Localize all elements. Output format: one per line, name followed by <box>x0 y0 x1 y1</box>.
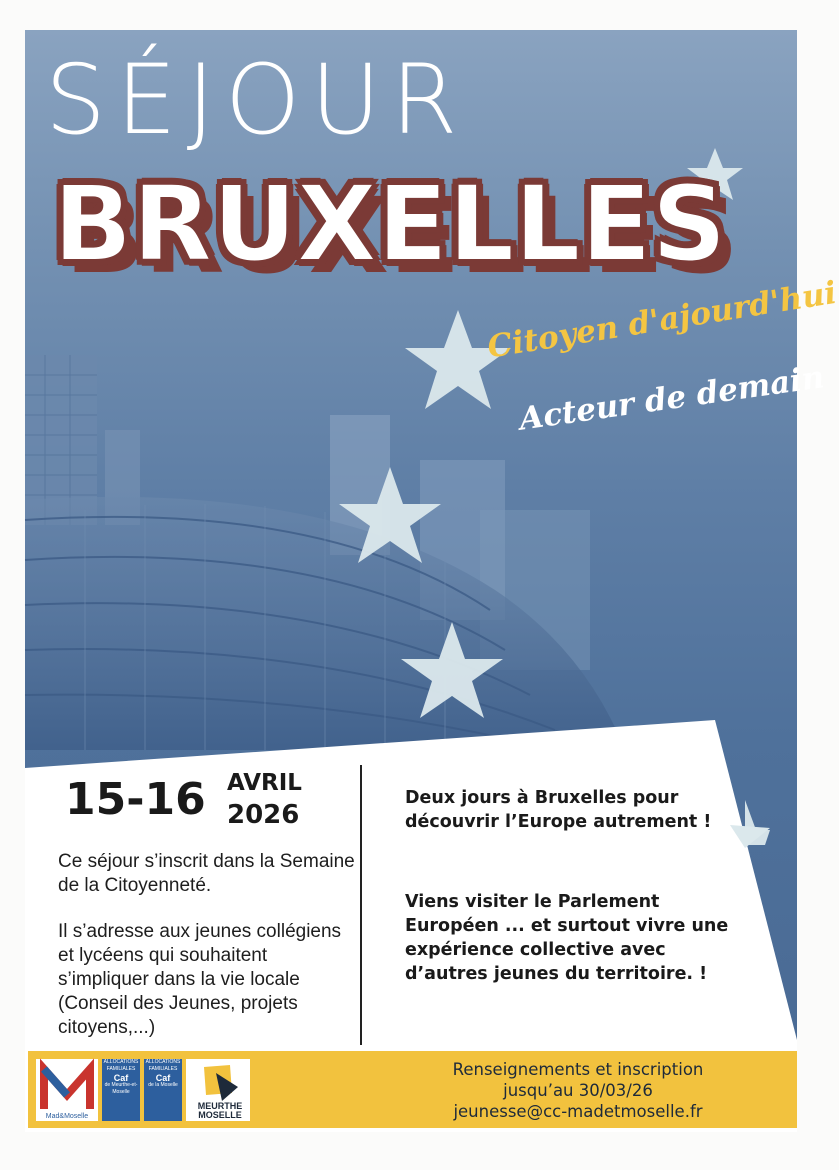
audience-paragraph: Il s’adresse aux jeunes collégiens et lycéens qui souhaitent s’impliquer dans la vie locale (Conseil des Jeunes, projets citoyens,...) <box>58 921 342 1038</box>
contact-email[interactable]: jeunesse@cc-madetmoselle.fr <box>453 1102 703 1121</box>
contact-deadline: jusqu’au 30/03/26 <box>503 1081 653 1100</box>
caf2-name: Caf <box>155 1073 171 1083</box>
caf-meurthe-logo <box>102 1059 140 1121</box>
dept-line1: MEURTHE <box>197 1101 243 1111</box>
invitation-paragraph: Viens visiter le Parlement Européen ... et surtout vivre une expérience collective avec d’autres jeunes du territoire. ! <box>405 892 729 984</box>
mad-moselle-logo <box>36 1059 98 1121</box>
slogan-line-1: Citoyen d'ajourd'hui <box>485 274 839 366</box>
intro-paragraph: Ce séjour s’inscrit dans la Semaine de la Citoyenneté. <box>58 851 355 896</box>
caf1-header: ALLOCATIONS FAMILIALES <box>103 1059 139 1072</box>
caf-moselle-logo <box>144 1059 182 1121</box>
headline-paragraph: Deux jours à Bruxelles pour découvrir l’Europe autrement ! <box>405 788 712 832</box>
slogan-line-2: Acteur de demain <box>517 359 827 438</box>
caf2-region: de la Moselle <box>148 1082 178 1088</box>
partner-logos <box>36 1059 250 1121</box>
caf2-header: ALLOCATIONS FAMILIALES <box>145 1059 181 1072</box>
title-sejour: SÉJOUR <box>45 44 468 156</box>
dept-line2: MOSELLE <box>198 1110 242 1120</box>
mad-moselle-logo-text: Mad&Moselle <box>45 1113 89 1120</box>
column-divider <box>360 765 362 1045</box>
date-days: 15-16 <box>65 774 206 825</box>
poster <box>25 30 839 1132</box>
date-year: 2026 <box>227 800 300 830</box>
title-bruxelles: BRUXELLES <box>53 163 727 285</box>
caf1-region: de Meurthe-et-Moselle <box>104 1082 138 1095</box>
meurthe-moselle-logo <box>186 1059 250 1121</box>
caf1-name: Caf <box>113 1073 129 1083</box>
footer-bar <box>28 1051 797 1128</box>
date-month: AVRIL <box>227 770 302 796</box>
contact-info <box>388 1059 768 1122</box>
contact-line-1: Renseignements et inscription <box>452 1060 704 1079</box>
